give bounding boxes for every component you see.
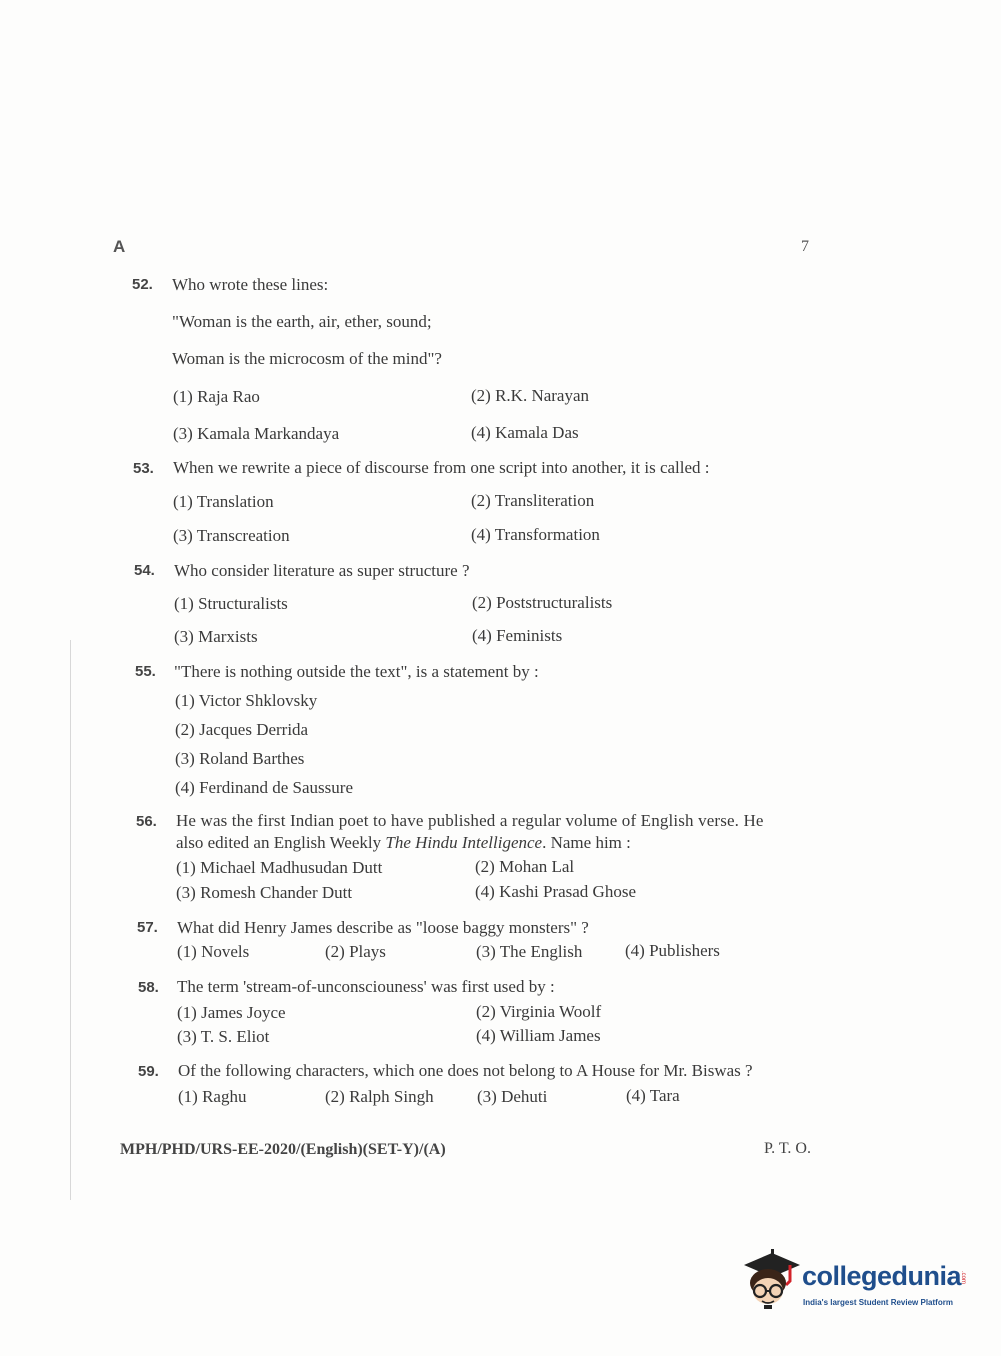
logo-wordmark: collegedunia: [802, 1261, 962, 1291]
quote-line: "Woman is the earth, air, ether, sound;: [172, 312, 432, 331]
question-text: He was the first Indian poet to have published a regular volume of English verse. He: [176, 811, 764, 830]
question-number: 58.: [138, 979, 159, 996]
option: (3) Dehuti: [477, 1087, 548, 1106]
option: (2) Poststructuralists: [472, 593, 613, 612]
question-number: 57.: [137, 919, 158, 936]
option: (4) Ferdinand de Saussure: [175, 778, 353, 797]
pto-label: P. T. O.: [764, 1140, 811, 1157]
question-text: What did Henry James describe as "loose baggy monsters" ?: [177, 918, 589, 937]
option: (4) Tara: [626, 1086, 680, 1105]
question-text: Of the following characters, which one does not belong to A House for Mr. Biswas ?: [178, 1061, 753, 1080]
question-number: 53.: [133, 460, 154, 477]
option: (3) Kamala Markandaya: [173, 424, 340, 443]
question-text: The term 'stream-of-unconsciouness' was first used by :: [177, 977, 555, 996]
journal-title: The Hindu Intelligence: [385, 833, 543, 852]
question-text: Who wrote these lines:: [172, 275, 329, 294]
option: (2) Mohan Lal: [475, 857, 575, 876]
question-text-part: . Name him :: [542, 833, 631, 852]
question-number: 56.: [136, 813, 157, 830]
option: (1) James Joyce: [177, 1003, 286, 1022]
option: (4) Kashi Prasad Ghose: [475, 882, 636, 901]
option: (3) Roland Barthes: [175, 749, 305, 768]
question-text-part: also edited an English Weekly: [176, 833, 386, 852]
logo-com: .com: [960, 1271, 966, 1285]
option: (3) Transcreation: [173, 526, 290, 545]
option: (2) Jacques Derrida: [175, 720, 309, 739]
question-number: 54.: [134, 562, 155, 579]
option: (4) Feminists: [472, 626, 563, 645]
option: (3) Marxists: [174, 627, 258, 646]
collegedunia-logo: [742, 1247, 972, 1317]
question-text: Who consider literature as super structure ?: [174, 561, 470, 580]
question-number: 59.: [138, 1063, 159, 1080]
logo-tagline: India's largest Student Review Platform: [803, 1298, 953, 1307]
option: (4) William James: [476, 1026, 601, 1045]
page-margin-line: [70, 640, 71, 1200]
question-text: "There is nothing outside the text", is a statement by :: [174, 662, 539, 681]
question-text-line2: [176, 833, 631, 853]
option: (2) R.K. Narayan: [471, 386, 590, 405]
option: (1) Raghu: [178, 1087, 247, 1106]
question-text: When we rewrite a piece of discourse from one script into another, it is called :: [173, 458, 710, 477]
option: (2) Ralph Singh: [325, 1087, 434, 1106]
option: (4) Publishers: [625, 941, 720, 960]
option: (3) Romesh Chander Dutt: [176, 883, 353, 902]
page-number: 7: [801, 238, 809, 255]
option: (1) Novels: [177, 942, 250, 961]
option: (2) Transliteration: [471, 491, 595, 510]
option: (1) Raja Rao: [173, 387, 260, 406]
option: (2) Virginia Woolf: [476, 1002, 602, 1021]
option: (1) Victor Shklovsky: [175, 691, 318, 710]
option: (1) Structuralists: [174, 594, 288, 613]
exam-code: MPH/PHD/URS-EE-2020/(English)(SET-Y)/(A): [120, 1141, 446, 1158]
option: (3) T. S. Eliot: [177, 1027, 270, 1046]
option: (4) Kamala Das: [471, 423, 579, 442]
option: (2) Plays: [325, 942, 386, 961]
question-number: 55.: [135, 663, 156, 680]
set-letter: A: [113, 237, 126, 256]
question-number: 52.: [132, 276, 153, 293]
option: (3) The English: [476, 942, 583, 961]
graduate-mascot-icon: [742, 1247, 802, 1313]
option: (1) Translation: [173, 492, 274, 511]
quote-line: Woman is the microcosm of the mind"?: [172, 349, 442, 368]
option: (4) Transformation: [471, 525, 600, 544]
option: (1) Michael Madhusudan Dutt: [176, 858, 383, 877]
